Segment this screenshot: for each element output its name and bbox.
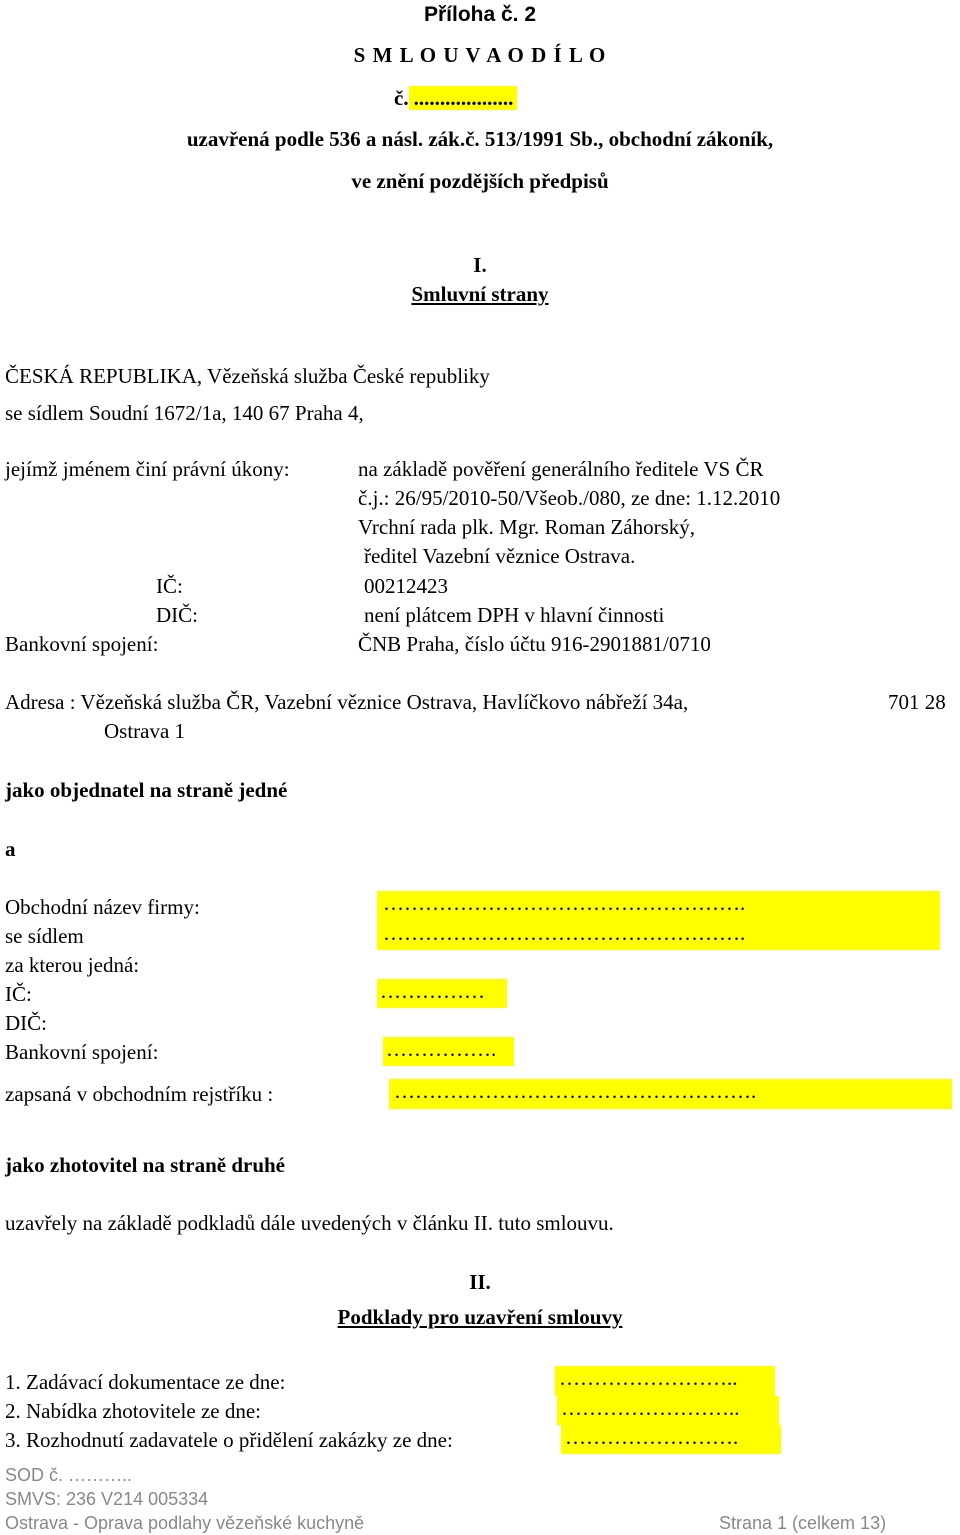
footer-page-number: Strana 1 (celkem 13)	[719, 1513, 887, 1533]
contractor-bank-label: Bankovní spojení:	[5, 1040, 159, 1064]
legal-basis-line2: ve znění pozdějších předpisů	[351, 169, 609, 193]
client-address-line1: Adresa : Vězeňská služba ČR, Vazební věznice Ostrava, Havlíčkovo nábřeží 34a,	[5, 690, 689, 714]
client-address-line2: Ostrava 1	[104, 719, 186, 743]
footer-smvs: SMVS: 236 V214 005334	[5, 1489, 209, 1509]
client-name: ČESKÁ REPUBLIKA, Vězeňská služba České republiky	[5, 364, 490, 388]
client-role: jako objednatel na straně jedné	[5, 778, 288, 802]
contractor-seat-label: se sídlem	[5, 924, 84, 948]
client-dic-value: není plátcem DPH v hlavní činnosti	[364, 603, 665, 627]
footer-project: Ostrava - Oprava podlahy vězeňské kuchyně	[5, 1513, 365, 1533]
basis-item-1-field[interactable]: ……………………..	[555, 1366, 775, 1396]
contractor-register-field[interactable]: …………………………………………….	[389, 1079, 952, 1109]
footer-sod: SOD č. ………..	[5, 1465, 133, 1485]
client-acting-line1: na základě pověření generálního ředitele VS ČR	[358, 457, 764, 481]
client-ic-label: IČ:	[156, 574, 183, 598]
client-acting-label: jejímž jménem činí právní úkony:	[5, 457, 290, 481]
conjunction: a	[5, 837, 16, 861]
contractor-role: jako zhotovitel na straně druhé	[5, 1153, 285, 1177]
section2-title: Podklady pro uzavření smlouvy	[337, 1305, 623, 1329]
client-bank-value: ČNB Praha, číslo účtu 916-2901881/0710	[358, 632, 711, 656]
contractor-acting-label: za kterou jedná:	[5, 953, 140, 977]
appendix-label: Příloha č. 2	[423, 3, 537, 26]
basis-item-1-label: 1. Zadávací dokumentace ze dne:	[5, 1370, 286, 1394]
legal-basis-line1: uzavřená podle 536 a násl. zák.č. 513/1991 Sb., obchodní zákoník,	[186, 127, 774, 151]
basis-item-2-field[interactable]: ……………………..	[557, 1396, 779, 1425]
client-address-zip: 701 28	[888, 690, 946, 714]
section1-title: Smluvní strany	[411, 282, 549, 306]
contractor-seat-field[interactable]: …………………………………………….	[377, 921, 940, 950]
client-seat: se sídlem Soudní 1672/1a, 140 67 Praha 4,	[5, 401, 364, 425]
contractor-dic-label: DIČ:	[5, 1011, 47, 1035]
section1-number: I.	[473, 253, 487, 277]
basis-item-3-label: 3. Rozhodnutí zadavatele o přidělení zakázky ze dne:	[5, 1428, 453, 1452]
client-acting-line4: ředitel Vazební věznice Ostrava.	[364, 544, 636, 568]
contractor-register-label: zapsaná v obchodním rejstříku :	[5, 1082, 274, 1106]
contractor-firm-field[interactable]: …………………………………………….	[377, 891, 940, 921]
basis-item-2-label: 2. Nabídka zhotovitele ze dne:	[5, 1399, 261, 1423]
client-dic-label: DIČ:	[156, 603, 198, 627]
client-acting-line3: Vrchní rada plk. Mgr. Roman Záhorský,	[358, 515, 696, 539]
contractor-bank-field[interactable]: …………….	[383, 1037, 514, 1066]
contract-number-prefix: č.	[394, 86, 409, 110]
contract-title: S M L O U V A O D Í L O	[353, 43, 607, 67]
contract-number-field: ...................	[409, 86, 518, 110]
section2-number: II.	[469, 1270, 491, 1294]
closing-sentence: uzavřely na základě podkladů dále uvedených v článku II. tuto smlouvu.	[5, 1211, 614, 1235]
contractor-firm-label: Obchodní název firmy:	[5, 895, 200, 919]
contractor-ic-label: IČ:	[5, 982, 32, 1006]
basis-item-3-field[interactable]: …………………….	[561, 1425, 781, 1454]
contractor-ic-field[interactable]: ……………	[377, 979, 507, 1008]
contract-number	[394, 86, 517, 111]
client-acting-line2: č.j.: 26/95/2010-50/Všeob./080, ze dne: 1.12.2010	[358, 486, 781, 510]
client-ic-value: 00212423	[364, 574, 448, 598]
client-bank-label: Bankovní spojení:	[5, 632, 159, 656]
